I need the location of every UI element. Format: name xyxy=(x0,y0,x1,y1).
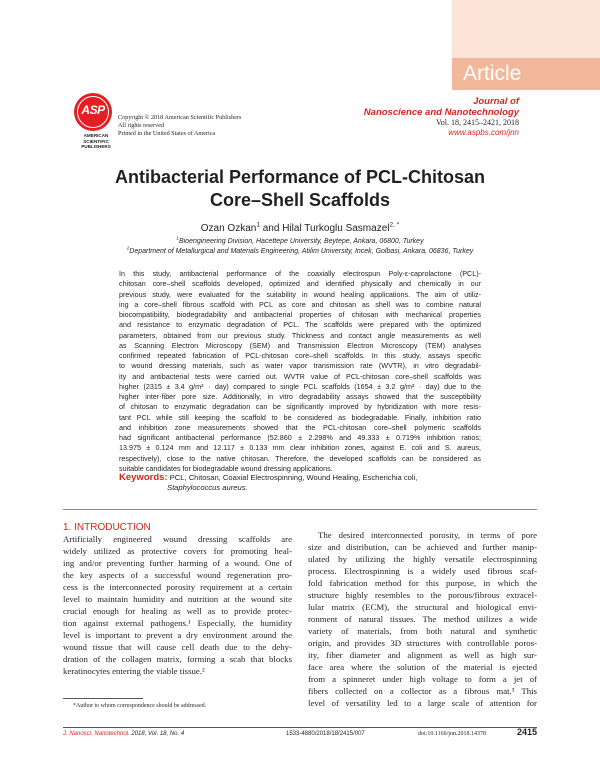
body-line: dration of the collagen matrix, forming a scab that blocks xyxy=(63,654,292,664)
abstract-line: and inhibition zone measurements showed that the PCL-chitosan core–shell polymeric scaffolds xyxy=(119,422,481,432)
abstract-line: respectively), close to the native chitosan. Therefore, the developed scaffolds can be considered as xyxy=(119,453,481,463)
body-line: ulated by utilizing the highly versatile electrospinning xyxy=(308,554,537,564)
author-list xyxy=(0,223,600,234)
keywords-label: Keywords: xyxy=(119,472,168,483)
affiliation-1 xyxy=(0,235,600,245)
author-name: Ozan Ozkan xyxy=(200,223,257,234)
abstract-line: higher inter-fiber pore size. Additionally, in vitro degradability assays showed that the susceptibility xyxy=(119,392,481,401)
abstract-line: ity and antibacterial tests were carried out. WVTR value of PCL-chitosan core–shell scaffolds was xyxy=(119,371,481,381)
asp-logo xyxy=(74,93,112,131)
publisher-line: PUBLISHERS xyxy=(81,144,111,150)
body-line: The desired interconnected porosity, in terms of pore xyxy=(318,530,537,540)
keywords-row xyxy=(119,473,481,483)
journal-name-line: Journal of xyxy=(473,96,519,107)
body-line: ity, fiber diameter and alignment as well as high sur- xyxy=(308,650,537,660)
body-line: process. Electrospinning is a widely used fibrous scaf- xyxy=(308,566,537,576)
abstract-line: 13.975 ± 0.124 mm and 12.117 ± 0.133 mm clear inhibition zones, against E. coli and S. aureus, xyxy=(119,443,481,453)
body-line: the key aspects of a successful wound regeneration pro- xyxy=(63,570,292,580)
keywords-text-cont: Staphylococcus aureus. xyxy=(167,483,248,492)
author-separator: and xyxy=(259,223,283,234)
abstract-line: tant PCL while still keeping the scaffold to be considered as biodegradable. Finally, inhibition ratio xyxy=(119,412,481,422)
abstract-line: as Scanning Electron Microscopy (SEM) and Transmission Electron Microscopy (TEM) analyses xyxy=(119,340,481,350)
body-line: variety of materials, from both natural and synthetic xyxy=(308,626,537,636)
affiliation-sup: 2 xyxy=(126,245,130,251)
author-sup: 2, * xyxy=(389,221,400,229)
column-left xyxy=(63,533,292,677)
body-line: Artificially engineered wound dressing scaffolds are xyxy=(63,534,292,544)
body-line: widely utilized as protective covers for promoting heal- xyxy=(63,546,292,556)
body-line: fibers collected on a collector as a fibrous mat.³ This xyxy=(308,686,537,696)
footer-year-vol: 2018, Vol. 18, No. 4 xyxy=(131,731,185,737)
logo-text: ASP xyxy=(81,103,105,117)
journal-volume: Vol. 18, 2415–2421, 2018 xyxy=(436,118,519,127)
abstract-line: and resistance to enzymatic degradation of PCL. The scaffolds were prepared with the optimized xyxy=(119,320,481,330)
body-line: tion against external pathogens.¹ Especially, the humidity xyxy=(63,618,292,628)
publisher-line: AMERICAN xyxy=(83,133,109,138)
section-heading: 1. INTRODUCTION xyxy=(63,522,151,533)
keywords xyxy=(119,473,481,493)
abstract-line: of chitosan to enzymatic degradation can be significantly improved by hybridization with more resis- xyxy=(119,402,481,412)
footer-citation xyxy=(63,731,184,737)
journal-info xyxy=(364,96,519,138)
paper-title xyxy=(0,166,600,212)
author-sup: 1 xyxy=(256,221,260,229)
footer-journal: J. Nanosci. Nanotechnol. xyxy=(63,731,130,737)
body-line: level of versatility led to a large scale of attention for xyxy=(308,698,537,708)
body-line: level is important to prevent a dry environment around the xyxy=(63,630,292,640)
divider xyxy=(63,509,537,510)
footer-issn: 1533-4880/2018/18/2415/007 xyxy=(286,731,365,737)
body-line: ing and/or preventing further harming of a wound. One of xyxy=(63,558,292,568)
title-line: Core–Shell Scaffolds xyxy=(209,190,391,210)
body-line: wound tissue that will cause cell death due to the dehy- xyxy=(63,642,292,652)
abstract-line: In this study, antibacterial performance of the coaxially electrospun Poly-ε-caprolactone (PCL)- xyxy=(119,269,481,278)
body-line: lular matrix (ECM), the structural and biological envi- xyxy=(308,602,537,612)
abstract-line: confirmed repeated fabrication of PCL-chitosan core–shell scaffolds. In this study, assays specific xyxy=(119,351,481,360)
affiliation-sup: 1 xyxy=(176,235,179,241)
body-line: origin, and provides 3D structures with controllable poros- xyxy=(308,638,537,648)
affiliation-text: Bioengineering Division, Hacettepe University, Beytepe, Ankara, 06800, Turkey xyxy=(178,238,424,245)
body-line: keratinocytes entering the viable tissue.² xyxy=(63,666,205,676)
publisher-name xyxy=(76,133,116,150)
abstract-line: biocompatibility, biodegradability and antibacterial properties of chitosan with mechanical properties xyxy=(119,310,481,319)
copyright-line: Printed in the United States of America xyxy=(118,130,216,137)
publisher-line: SCIENTIFIC xyxy=(83,138,109,144)
abstract-line: parameters, obtained from our previous study. Thickness and contact angle measurements as well xyxy=(119,330,481,340)
page-number: 2415 xyxy=(516,727,537,737)
body-line: fold fabrication method for this purpose, in which the xyxy=(308,578,537,588)
footnote: *Author to whom correspondence should be addressed. xyxy=(73,703,207,709)
body-line: face area where the solution of the material is ejected xyxy=(308,662,537,672)
body-line: size and distribution, can be achieved and further manip- xyxy=(308,542,537,552)
copyright-line: All rights reserved xyxy=(118,122,165,129)
body-line: ronment of natural tissues. The method utilizes a wide xyxy=(308,614,537,624)
journal-website-link[interactable]: www.aspbs.com/jnn xyxy=(448,128,519,137)
body-line: level to maintain humidity and nutrition at the wound site xyxy=(63,594,292,604)
body-line: structure highly resembles to the porous/fibrous extracel- xyxy=(308,590,537,600)
abstract-line: ing a core–shell fibrous scaffold with PCL as core and chitosan as shell was to combine natural xyxy=(119,299,481,309)
affiliation-text: Department of Metallurgical and Materials Engineering, Atilim University, Incek, Golbasi, Ankara, 06836, Turkey xyxy=(129,248,474,255)
abstract-line: to wound dressing materials, such as water vapor transmission rate (WVTR), in vitro degradabil- xyxy=(119,361,481,371)
keywords-text: PCL, Chitosan, Coaxial Electrospinning, Wound Healing, Escherichia coli, xyxy=(169,473,418,482)
footnote-rule xyxy=(63,698,143,699)
body-line: crucial enough for healing as well as to provide protec- xyxy=(63,606,292,616)
affiliation-2 xyxy=(0,245,600,255)
footer-rule xyxy=(63,727,537,728)
abstract-line: previous study, were evaluated for the suitability in wound healing applications. The aim of utiliz- xyxy=(119,289,481,299)
title-line: Antibacterial Performance of PCL-Chitosan xyxy=(114,167,486,187)
footer-doi: doi:10.1166/jnn.2018.14378 xyxy=(418,731,486,737)
abstract-line: higher (2315 ± 3.4 g/m² · day) compared to single PCL scaffolds (1654 ± 3.2 g/m² · day) due to the xyxy=(119,381,481,391)
column-right xyxy=(308,529,537,709)
abstract-line: had significant antibacterial performance (52.860 ± 2.298% and 49.333 ± 0.719% inhibition ratios; xyxy=(119,433,481,442)
body-line: from a spinneret under high voltage to form a jet of xyxy=(308,674,537,684)
abstract xyxy=(119,269,481,474)
author-name: Hilal Turkoglu Sasmazel xyxy=(282,223,390,234)
abstract-line: suitable candidates for biodegradable wound dressing applications. xyxy=(119,463,333,473)
abstract-line: chitosan core–shell scaffolds developed, optimized and identified physically and chemically in our xyxy=(119,279,481,289)
copyright-block xyxy=(118,114,241,138)
journal-name-line: Nanoscience and Nanotechnology xyxy=(363,107,519,118)
article-type-tab: Article xyxy=(452,58,600,90)
body-line: cess is the interconnected porosity requirement at a certain xyxy=(63,582,292,592)
article-tab-strip xyxy=(452,0,600,58)
copyright-line: Copyright © 2018 American Scientific Publishers xyxy=(118,114,242,121)
